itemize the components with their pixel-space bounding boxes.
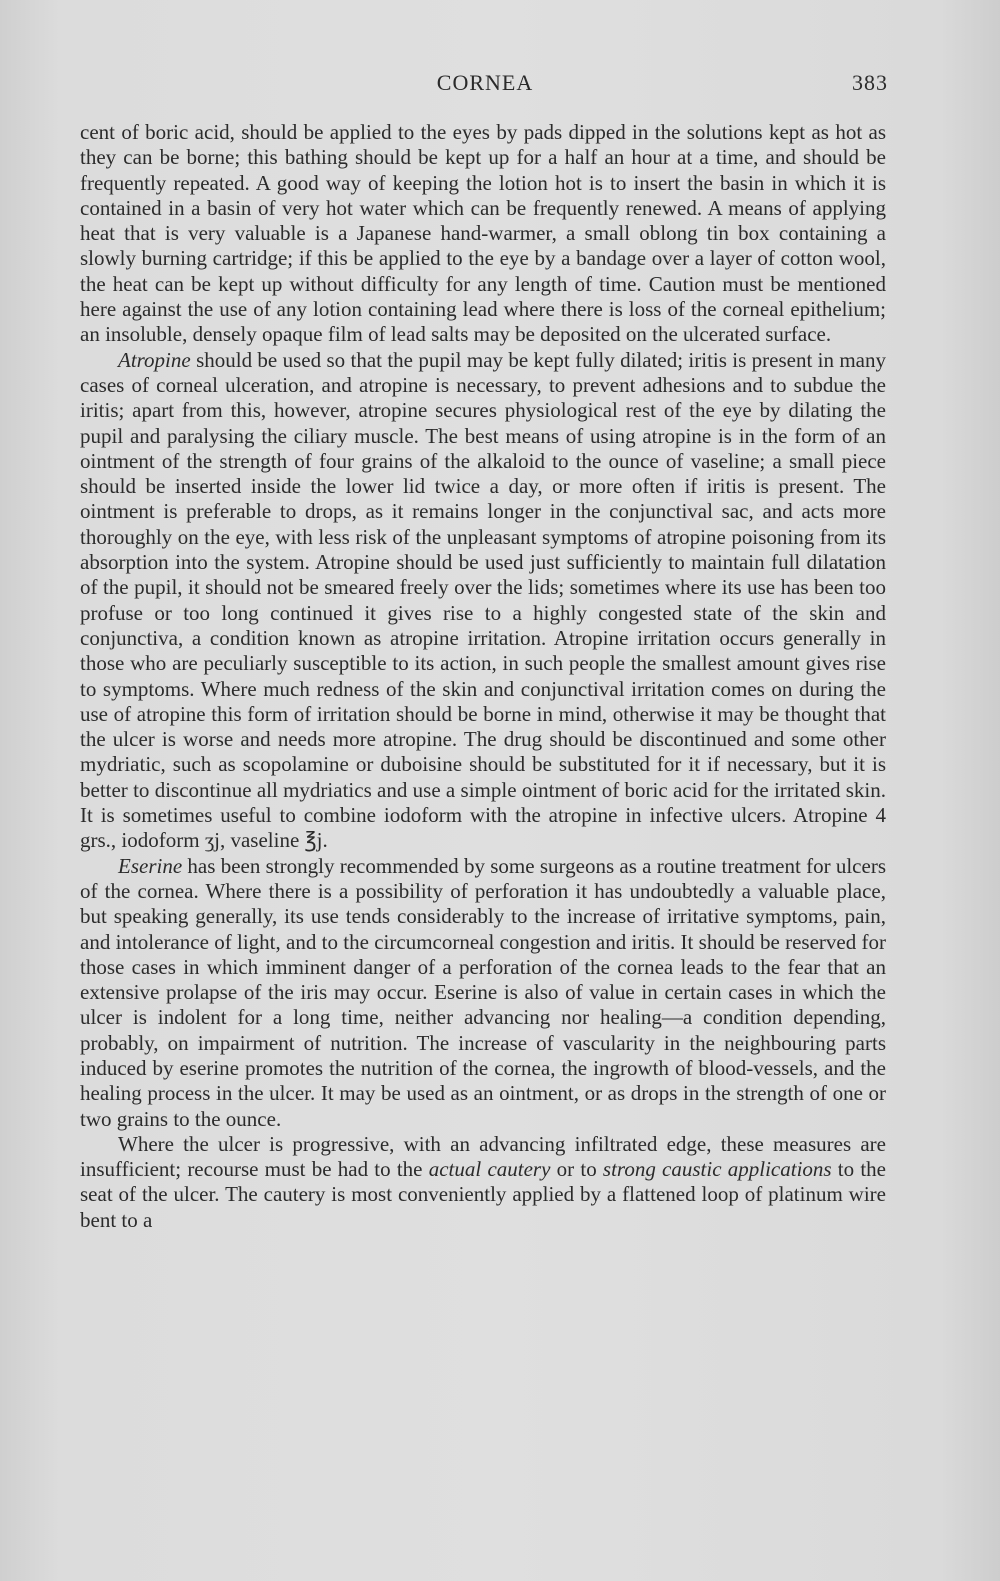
paragraph-atropine <box>80 348 886 854</box>
paragraph-boric-lotion <box>80 120 886 348</box>
text-run: to the seat of the ulcer. The cautery is most conveniently applied by a flattened loop of platinum wire bent to a <box>80 1157 887 1232</box>
running-head <box>82 70 888 104</box>
text-run: should be used so that the pupil may be kept fully dilated; iritis is present in many cases of corneal ulceration, and atropine is necessary, to prevent adhesions and to subdue the iritis; apart from this, however, atropine secures physiological rest of the eye by dilating the pupil and paralysing the ciliary muscle. The best means of using atropine is in the form of an ointment of the strength of four grains of the alkaloid to the ounce of vaseline; a small piece should be inserted inside the lower lid twice a day, or more often if iritis is present. The ointment is preferable to drops, as it remains longer in the conjunctival sac, and acts more thoroughly on the eye, with less risk of the unpleasant symptoms of atropine poisoning from its absorption into the system. Atropine should be used just sufficiently to maintain full dilatation of the pupil, it should not be smeared freely over the lids; sometimes where its use has been too profuse or too long continued it gives rise to a highly congested state of the skin and conjunctiva, a condition known as atropine irritation. Atropine irritation occurs generally in those who are peculiarly susceptible to its action, in such people the smallest amount gives rise to symptoms. Where much redness of the skin and conjunctival irritation comes on during the use of atropine this form of irritation should be borne in mind, otherwise it may be thought that the ulcer is worse and needs more atropine. The drug should be discontinued and some other mydriatic, such as scopolamine or duboisine should be substituted for it if necessary, but it is better to discontinue all mydriatics and use a simple ointment of boric acid for the irritated skin. It is sometimes useful to combine iodoform with the atropine in infective ulcers. Atropine 4 grs., iodoform ʒj, vaseline ℥j. <box>80 347 886 853</box>
term-atropine: Atropine <box>118 347 191 372</box>
term-actual-cautery: actual cautery <box>428 1157 551 1182</box>
text-run: or to <box>550 1157 603 1182</box>
running-title: CORNEA <box>436 70 534 95</box>
paragraph-cautery <box>80 1132 886 1233</box>
term-strong-caustic-applications: strong caustic applications <box>602 1157 832 1182</box>
paragraph-eserine <box>80 854 886 1132</box>
text-run: Where the ulcer is progressive, with an advancing infiltrated edge, these measures are insufficient; recourse must be had to the <box>80 1131 886 1182</box>
text-run: has been strongly recommended by some surgeons as a routine treatment for ulcers of the cornea. Where there is a possibility of perforation it has undoubtedly a valuable place, but speaking generally, its use tends considerably to the increase of irritative symptoms, pain, and intolerance of light, and to the circumcorneal congestion and iritis. It should be reserved for those cases in which imminent danger of a perforation of the cornea leads to the fear that an extensive prolapse of the iris may occur. Eserine is also of value in certain cases in which the ulcer is indolent for a long time, neither advancing nor healing—a condition depending, probably, on impairment of nutrition. The increase of vascularity in the neighbouring parts induced by eserine promotes the nutrition of the cornea, the ingrowth of blood-vessels, and the healing process in the ulcer. It may be used as an ointment, or as drops in the strength of one or two grains to the ounce. <box>80 853 886 1131</box>
text-run: cent of boric acid, should be applied to the eyes by pads dipped in the solutions kept as hot as they can be borne; this bathing should be kept up for a half an hour at a time, and should be frequently repeated. A good way of keeping the lotion hot is to insert the basin in which it is contained in a basin of very hot water which can be frequently renewed. A means of applying heat that is very valuable is a Japanese hand-warmer, a small oblong tin box containing a slowly burning cartridge; if this be applied to the eye by a bandage over a layer of cotton wool, the heat can be kept up without difficulty for any length of time. Caution must be mentioned here against the use of any lotion containing lead where there is loss of the corneal epithelium; an insoluble, densely opaque film of lead salts may be deposited on the ulcerated surface. <box>80 120 886 347</box>
page-number: 383 <box>852 70 888 95</box>
term-eserine: Eserine <box>118 853 183 878</box>
body-text <box>80 120 886 1233</box>
